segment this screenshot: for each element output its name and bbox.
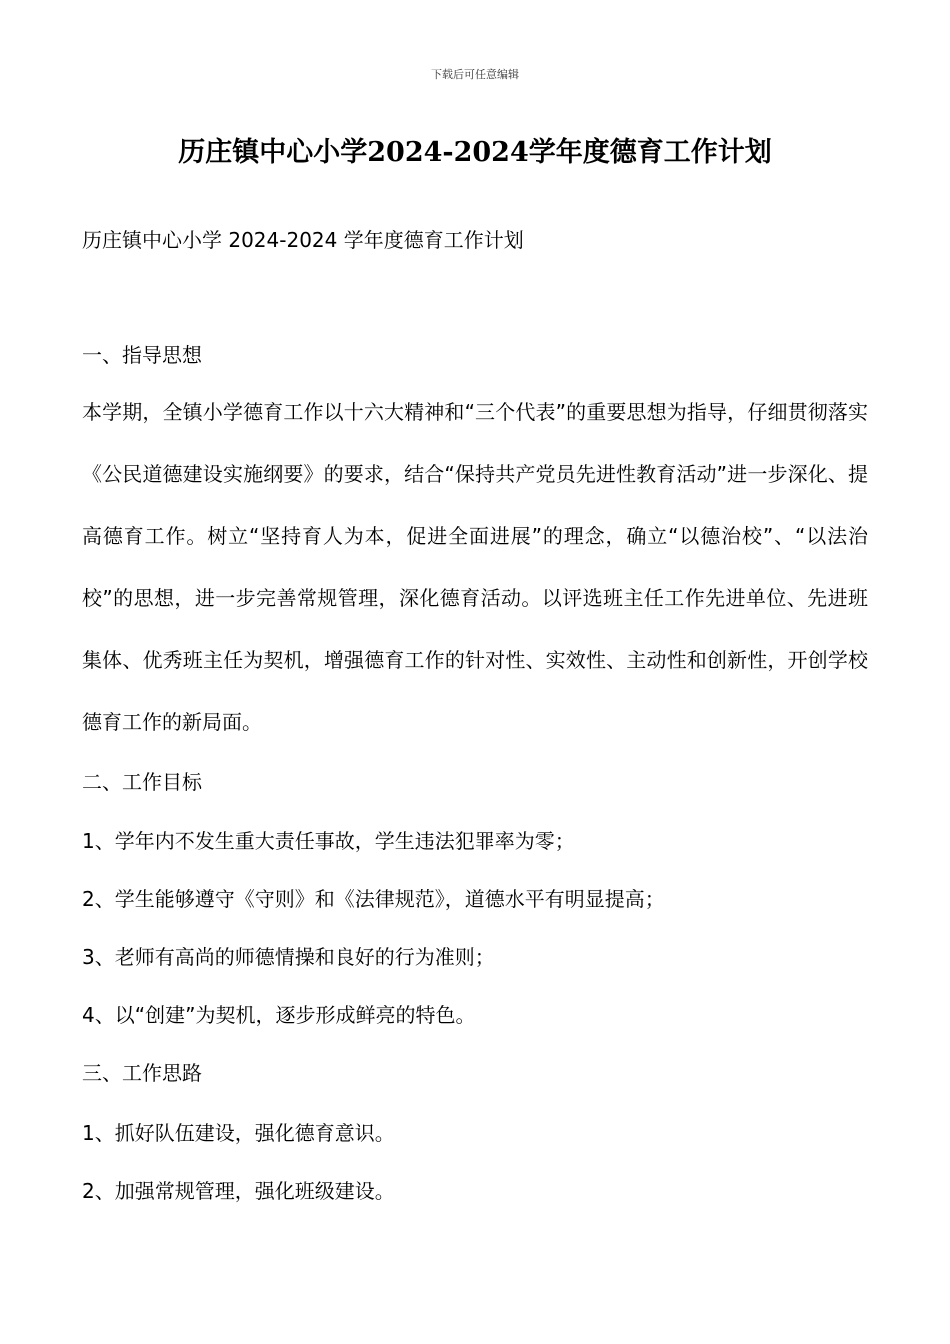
list-item-goal-2: 2、学生能够遵守《守则》和《法律规范》，道德水平有明显提高； bbox=[82, 887, 665, 911]
header-note: 下载后可任意编辑 bbox=[431, 68, 519, 81]
list-item-approach-1: 1、抓好队伍建设，强化德育意识。 bbox=[82, 1121, 395, 1145]
document-title: 历庄镇中心小学2024-2024学年度德育工作计划 bbox=[178, 137, 772, 168]
section-heading-guiding-thought: 一、指导思想 bbox=[82, 343, 202, 367]
list-item-goal-1: 1、学年内不发生重大责任事故，学生违法犯罪率为零； bbox=[82, 829, 575, 853]
list-item-goal-3: 3、老师有高尚的师德情操和良好的行为准则； bbox=[82, 945, 495, 969]
list-item-goal-4: 4、以“创建”为契机，逐步形成鲜亮的特色。 bbox=[82, 1003, 476, 1027]
section-heading-work-approach: 三、工作思路 bbox=[82, 1061, 202, 1085]
list-item-approach-2: 2、加强常规管理，强化班级建设。 bbox=[82, 1179, 395, 1203]
section-paragraph-guiding-thought: 本学期，全镇小学德育工作以十六大精神和“三个代表”的重要思想为指导，仔细贯彻落实《公民道德建设实施纲要》的要求，结合“保持共产党员先进性教育活动”进一步深化、提高德育工作。树立“坚持育人为本，促进全面进展”的理念，确立“以德治校”、“以法治校”的思想，进一步完善常规管理，深化德育活动。以评选班主任工作先进单位、先进班集体、优秀班主任为契机，增强德育工作的针对性、实效性、主动性和创新性，开创学校德育工作的新局面。 bbox=[82, 400, 868, 734]
section-heading-work-goals: 二、工作目标 bbox=[82, 770, 202, 794]
document-subtitle: 历庄镇中心小学 2024-2024 学年度德育工作计划 bbox=[82, 228, 524, 252]
